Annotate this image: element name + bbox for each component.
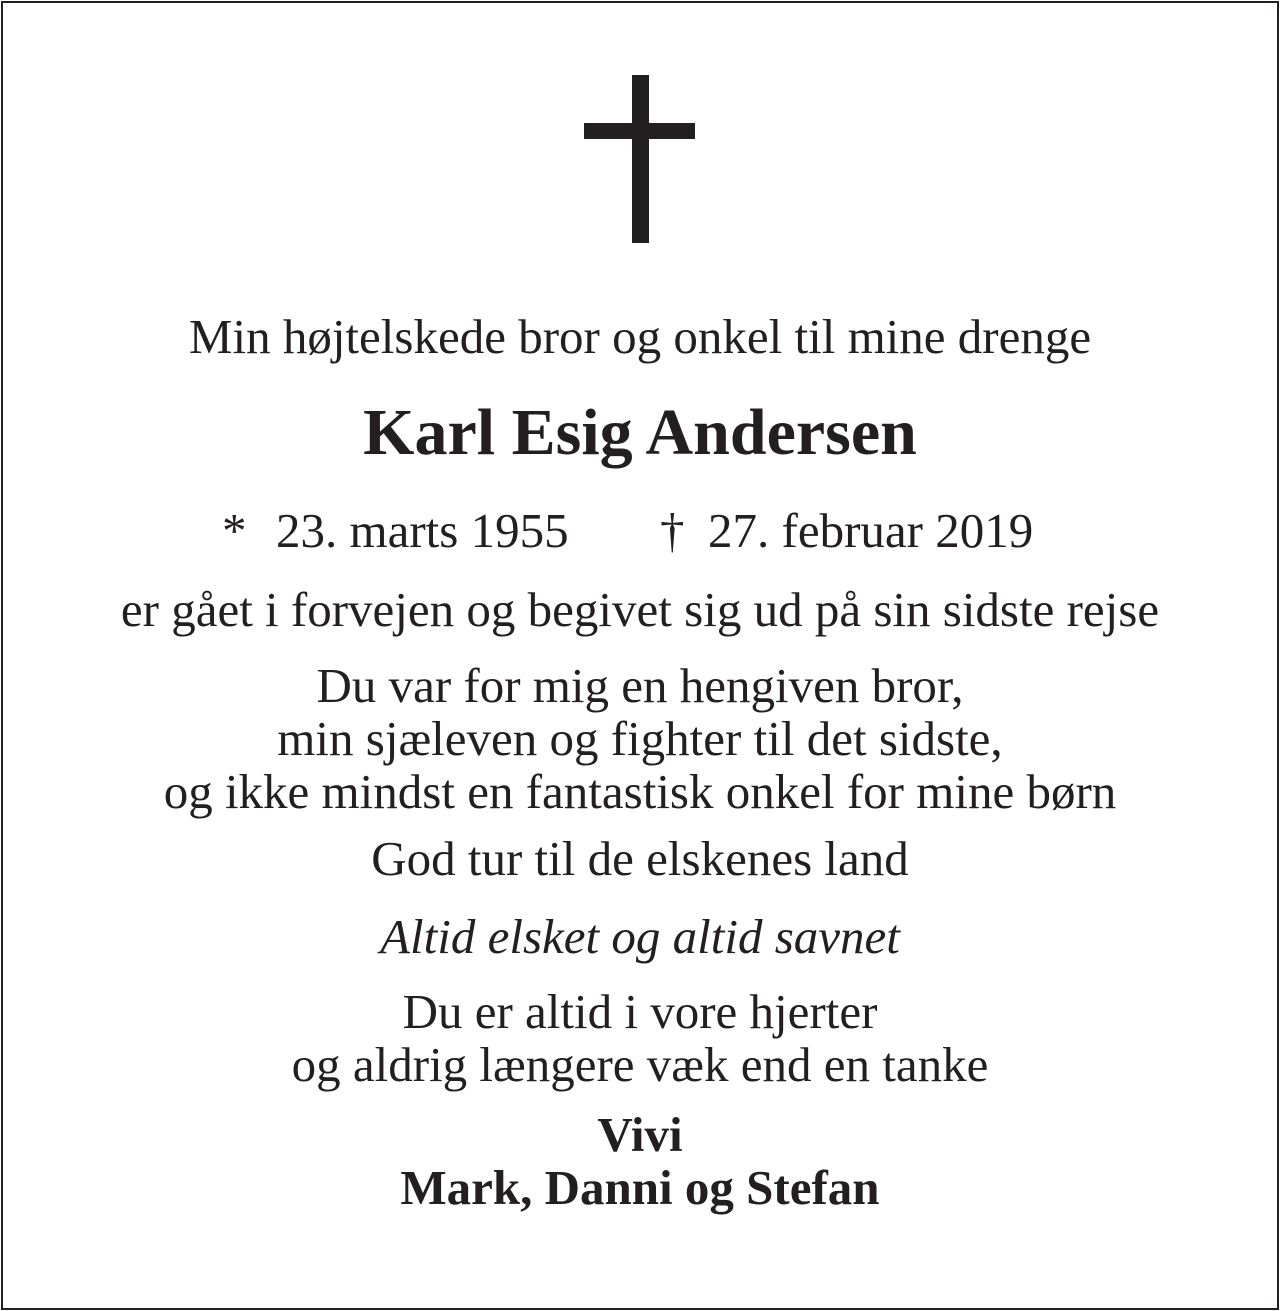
deceased-name: Karl Esig Andersen [363, 396, 917, 469]
verse-line-2: min sjæleven og fighter til det sidste, [277, 711, 1003, 766]
death-symbol: † [660, 503, 685, 558]
birth-symbol: * [222, 503, 247, 558]
birth-date: 23. marts 1955 [276, 503, 569, 558]
closing-line-2: og aldrig længere væk end en tanke [291, 1037, 989, 1092]
motto-text: Altid elsket og altid savnet [380, 909, 900, 964]
verse-line-3: og ikke mindst en fantastisk onkel for mine børn [163, 764, 1117, 819]
signature-line-2: Mark, Danni og Stefan [400, 1160, 880, 1215]
journey-text: er gået i forvejen og begivet sig ud på sin sidste rejse [120, 582, 1160, 637]
death-date: 27. februar 2019 [708, 503, 1034, 558]
verse-line-1: Du var for mig en hengiven bror, [316, 658, 964, 713]
signature-line-1: Vivi [597, 1107, 683, 1162]
cross-icon [0, 0, 1280, 260]
intro-text: Min højtelskede bror og onkel til mine drenge [188, 309, 1092, 364]
closing-line-1: Du er altid i vore hjerter [402, 984, 878, 1039]
farewell-text: God tur til de elskenes land [371, 831, 909, 886]
